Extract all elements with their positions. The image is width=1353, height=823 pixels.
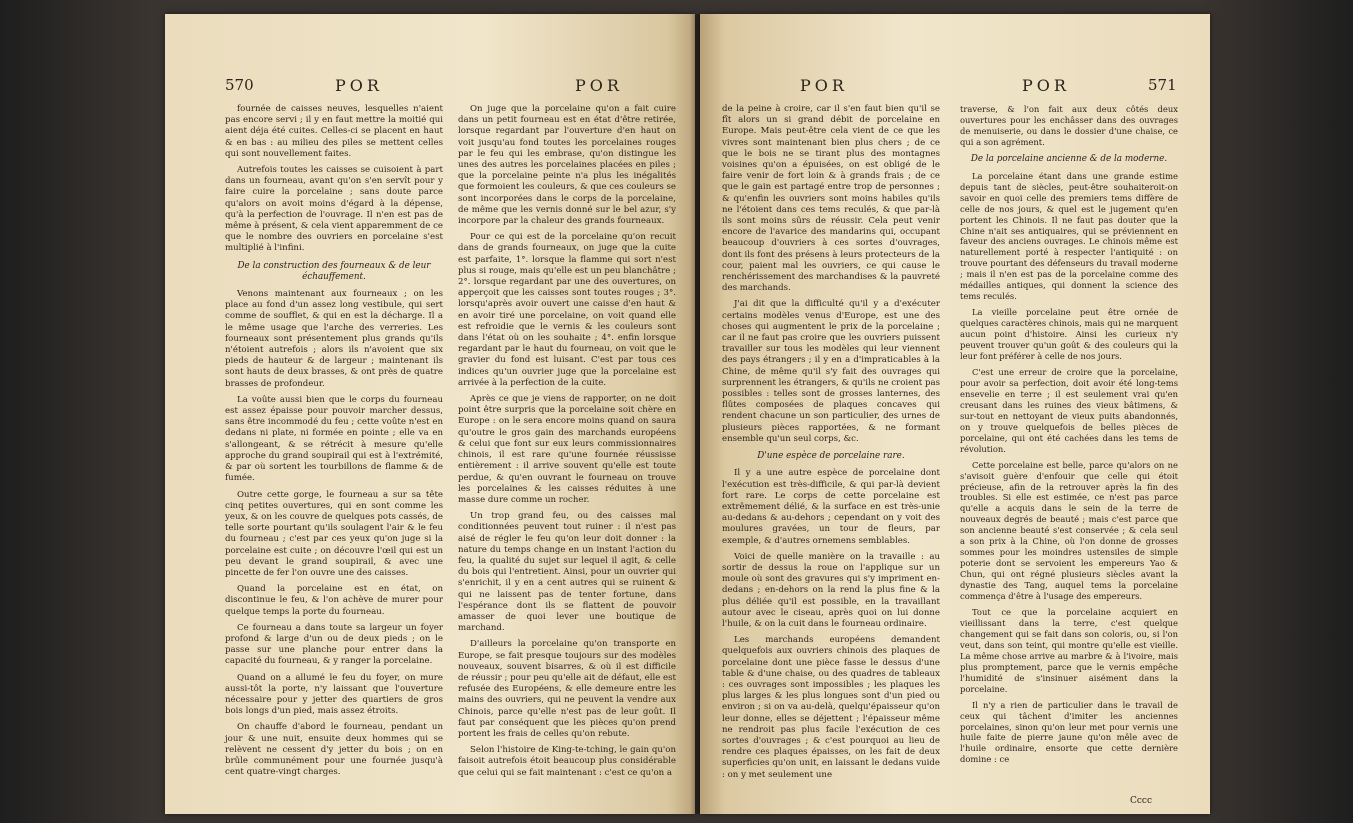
paragraph: D'ailleurs la porcelaine qu'on transporte en Europe, se fait presque toujours sur des modèles nouveaux, souvent bisarres, & où il est difficile de réussir ; pour peu qu'elle ait de défaut, elle est refusée des Européens, & elle demeure entre les mains des ouvriers, qui ne peuvent la vendre aux Chinois, parce qu'elle n'est pas de leur goût. Il faut par conséquent que les pièces qu'on prend portent les frais de celles qu'on rebute. bbox=[458, 639, 676, 739]
paragraph: Autrefois toutes les caisses se cuisoient à part dans un fourneau, avant qu'on s'en servît pour y faire cuire la porcelaine ; sans doute parce qu'alors on avoit moins d'égard à la dépense, qu'à la perfection de l'ouvrage. Il n'en est pas de même à présent, & cela vient apparemment de ce que le nombre des ouvriers en porcelaine s'est multiplié à l'infini. bbox=[225, 165, 443, 254]
paragraph: Tout ce que la porcelaine acquiert en vieillissant dans la terre, c'est quelque changement qui se fait dans son coloris, ou, si l'on veut, dans son teint, qui montre qu'elle est vieille. La même chose arrive au marbre & à l'ivoire, mais plus promptement, parce que le vernis empêche l'humidité de s'insinuer aisément dans la porcelaine. bbox=[960, 606, 1178, 694]
paragraph: Selon l'histoire de King-te-tching, le gain qu'on faisoit autrefois étoit beaucoup plus considérable que celui qui se fait maintenant : c'est ce qu'on a bbox=[458, 745, 676, 778]
running-head: POR bbox=[335, 76, 383, 95]
paragraph: traverse, & l'on fait aux deux côtés deux ouvertures pour les enchâsser dans des ouvrages de menuiserie, ou dans le dossier d'une chaise, ce qui a son agrément. bbox=[960, 104, 1178, 147]
left-column-1 bbox=[225, 104, 443, 783]
paragraph: Les marchands européens demandent quelquefois aux ouvriers chinois des plaques de porcelaine dont une pièce fasse le dessus d'une table & d'une chaise, ou des quadres de tableaux : ces ouvrages sont impossibles ; les plaques les plus larges & les plus longues sont d'un pied ou environ ; si on va au-delà, quelqu'épaisseur qu'on leur donne, elles se déjettent ; l'épaisseur même ne rendroit pas plus facile l'exécution de ces sortes d'ouvrages ; & c'est pourquoi au lieu de rendre ces plaques épaisses, on les fait de deux superficies qu'on unit, en laissant le dedans vuide : on y met seulement une bbox=[722, 635, 940, 780]
paragraph: Il y a une autre espèce de porcelaine dont l'exécution est très-difficile, & qui par-là devient fort rare. Le corps de cette porcelaine est extrêmement délié, & la surface en est très-unie au-dedans & au-dehors ; cependant on y voit des moulures gravées, un tour de fleurs, par exemple, & d'autres ornemens semblables. bbox=[722, 468, 940, 546]
paragraph: La voûte aussi bien que le corps du fourneau est assez épaisse pour pouvoir marcher dessus, sans être incommodé du feu ; cette voûte n'est en dedans ni plate, ni formée en pointe ; elle va en s'allongeant, & se rétrécit à mesure qu'elle approche du grand soupirail qui est à l'extrémité, & par où sortent les tourbillons de flamme & de fumée. bbox=[225, 394, 443, 484]
right-column-2 bbox=[960, 104, 1178, 770]
paragraph: Outre cette gorge, le fourneau a sur sa tête cinq petites ouvertures, qui en sont comme les yeux, & on les couvre de quelques pots cassés, de telle sorte pourtant qu'ils soulagent l'air & le feu du fourneau ; c'est par ces yeux qu'on juge si la porcelaine est cuite ; on découvre l'œil qui est un peu devant le grand soupirail, & avec une pincette de fer l'on ouvre une des caisses. bbox=[225, 489, 443, 578]
right-column-1 bbox=[722, 104, 940, 786]
paragraph: Un trop grand feu, ou des caisses mal conditionnées peuvent tout ruiner : il n'est pas aisé de régler le feu qu'on leur doit donner : la nature du temps change en un instant l'action du feu, la qualité du sujet sur lequel il agit, & celle du bois qui l'entretient. Ainsi, pour un ouvrier qui s'enrichit, il y en a cent autres qui se ruinent & qui ne laissent pas de tenter fortune, dans l'espérance dont ils se flattent de pouvoir amasser de quoi lever une boutique de marchand. bbox=[458, 511, 676, 634]
right-page bbox=[700, 14, 1210, 814]
paragraph: On chauffe d'abord le fourneau, pendant un jour & une nuit, ensuite deux hommes qui se relèvent ne cessent d'y jetter du bois ; on en brûle communément pour une fournée jusqu'à cent quatre-vingt charges. bbox=[225, 722, 443, 778]
paragraph: Il n'y a rien de particulier dans le travail de ceux qui tâchent d'imiter les anciennes porcelaines, sinon qu'on leur met pour vernis une huile faite de pierre jaune qu'on mêle avec de l'huile ordinaire, ensorte que cette dernière domine : ce bbox=[960, 699, 1178, 765]
paragraph: Après ce que je viens de rapporter, on ne doit point être surpris que la porcelaine soit chère en Europe : on le sera encore moins quand on saura qu'outre le gros gain des marchands européens & celui que font sur eux leurs commissionnaires chinois, il est rare qu'une fournée réussisse entièrement : il arrive souvent qu'elle est toute perdue, & qu'en ouvrant le fourneau on trouve les porcelaines & les caisses réduites à une masse dure comme un rocher. bbox=[458, 394, 676, 505]
paragraph: Voici de quelle manière on la travaille : au sortir de dessus la roue on l'applique sur un moule où sont des gravures qui s'y impriment en-dedans ; en-dehors on la rend la plus fine & la plus déliée qu'il est possible, en la travaillant autour avec le ciseau, après quoi on lui donne l'huile, & on la cuit dans le fourneau ordinaire. bbox=[722, 551, 940, 629]
right-page-header bbox=[700, 76, 1210, 100]
paragraph: Venons maintenant aux fourneaux ; on les place au fond d'un assez long vestibule, qui sert comme de soufflet, & qui en est la décharge. Il a le même usage que l'arche des verreries. Les fourneaux sont présentement plus grands qu'ils n'étoient autrefois ; alors ils n'avoient que six pieds de hauteur & de largeur ; maintenant ils sont hauts de deux brasses, & ont près de quatre brasses de profondeur. bbox=[225, 289, 443, 389]
left-page bbox=[165, 14, 695, 814]
paragraph: La porcelaine étant dans une grande estime depuis tant de siècles, peut-être souhaiteroit-on savoir en quoi celle des premiers tems diffère de celle de nos jours, & quel est le jugement qu'en portent les Chinois. Il ne faut pas douter que la Chine n'ait ses antiquaires, qui se préviennent en faveur des anciens ouvrages. Le chinois même est naturellement porté à respecter l'antiquité : on trouve pourtant des défenseurs du travail moderne ; mais il n'en est pas de la porcelaine comme des médailles antiques, qui donnent la science des tems reculés. bbox=[960, 170, 1178, 302]
paragraph: C'est une erreur de croire que la porcelaine, pour avoir sa perfection, doit avoir été long-tems ensevelie en terre ; il est seulement vrai qu'en creusant dans les ruines des vieux bâtimens, & sur-tout en nettoyant de vieux puits abandonnés, on y trouve quelquefois de belles pièces de porcelaine, qui ont été cachées dans les tems de révolution. bbox=[960, 366, 1178, 454]
page-number: 570 bbox=[225, 76, 254, 94]
running-head-left: POR bbox=[800, 76, 848, 95]
paragraph: J'ai dit que la difficulté qu'il y a d'exécuter certains modèles venus d'Europe, est une des choses qui augmentent le prix de la porcelaine ; car il ne faut pas croire que les ouvriers puissent travailler sur tous les modèles qui leur viennent des pays étrangers ; il y en a d'impraticables à la Chine, de même qu'il s'y fait des ouvrages qui surprennent les étrangers, & qu'ils ne croient pas possibles : telles sont de grosses lanternes, des flûtes composées de plaques concaves qui rendent chacune un son particulier, des urnes de plusieurs pièces rapportées, & ne formant ensemble qu'un seul corps, &c. bbox=[722, 299, 940, 444]
paragraph: Cette porcelaine est belle, parce qu'alors on ne s'avisoit guère d'enfouir que celle qui étoit précieuse, afin de la retrouver après la fin des troubles. Si elle est estimée, ce n'est pas parce qu'elle a acquis dans le sein de la terre de nouveaux degrés de beauté ; mais c'est parce que son ancienne beauté s'est conservée ; & cela seul a son prix à la Chine, où l'on donne de grosses sommes pour les moindres ustensiles de simple poterie dont se servoient les empereurs Yao & Chun, qui ont régné plusieurs siècles avant la dynastie des Tang, auquel tems la porcelaine commença d'être à l'usage des empereurs. bbox=[960, 459, 1178, 602]
paragraph: Pour ce qui est de la porcelaine qu'on recuit dans de grands fourneaux, on juge que la cuite est parfaite, 1°. lorsque la flamme qui sort n'est plus si rouge, mais qu'elle est un peu blanchâtre ; 2°. lorsque regardant par une des ouvertures, on apperçoit que les caisses sont toutes rouges ; 3°. lorsqu'après avoir ouvert une caisse d'en haut & en avoir tiré une porcelaine, on voit quand elle est refroidie que le vernis & les couleurs sont dans l'état où on les souhaite ; 4°. enfin lorsque regardant par le haut du fourneau, on voit que le gravier du fond est luisant. C'est par tous ces indices qu'un ouvrier juge que la porcelaine est arrivée à la perfection de la cuite. bbox=[458, 232, 676, 388]
left-column-2 bbox=[458, 104, 676, 784]
page-number: 571 bbox=[1148, 76, 1177, 94]
running-head-center: POR bbox=[575, 76, 623, 95]
paragraph: de la peine à croire, car il s'en faut bien qu'il se fît alors un si grand débit de porcelaine en Europe. Mais peut-être cela vient de ce que les vivres sont maintenant bien plus chers ; de ce que le bois ne se tirant plus des montagnes voisines qu'on a épuisées, on est obligé de le faire venir de fort loin & à grands frais ; de ce que le gain est partagé entre trop de personnes ; & qu'enfin les ouvriers sont moins habiles qu'ils ne l'étoient dans ces tems reculés, & que par-là ils sont moins sûrs de réussir. Cela peut venir encore de l'avarice des mandarins qui, occupant beaucoup d'ouvriers à ces sortes d'ouvrages, dont ils font des présens à leurs protecteurs de la cour, paient mal les ouvriers, ce qui cause le renchérissement des marchandises & la pauvreté des marchands. bbox=[722, 104, 940, 294]
running-head: POR bbox=[1022, 76, 1070, 95]
paragraph: Ce fourneau a dans toute sa largeur un foyer profond & large d'un ou de deux pieds ; on le passe sur une planche pour entrer dans la capacité du fourneau, & y ranger la porcelaine. bbox=[225, 622, 443, 667]
signature-mark: Cccc bbox=[1130, 796, 1153, 806]
paragraph: Quand la porcelaine est en état, on discontinue le feu, & l'on achève de murer pour quelque temps la porte du fourneau. bbox=[225, 584, 443, 617]
paragraph: On juge que la porcelaine qu'on a fait cuire dans un petit fourneau est en état d'être retirée, lorsque regardant par l'ouverture d'en haut on voit jusqu'au fond toutes les porcelaines rouges par le feu qui les embrase, qu'on distingue les unes des autres les porcelaines placées en piles ; que la porcelaine peinte n'a plus les inégalités que formoient les couleurs, & que ces couleurs se sont incorporées dans le corps de la porcelaine, de même que les vernis donné sur le bel azur, s'y incorpore par la chaleur des grands fourneaux. bbox=[458, 104, 676, 227]
section-heading: De la construction des fourneaux & de leur échauffement. bbox=[237, 260, 431, 282]
section-heading: De la porcelaine ancienne & de la moderne. bbox=[970, 153, 1168, 164]
paragraph: La vieille porcelaine peut être ornée de quelques caractères chinois, mais qui ne marquent aucun point d'histoire. Ainsi les curieux n'y peuvent trouver qu'un goût & des couleurs qui la leur font préférer à celle de nos jours. bbox=[960, 307, 1178, 362]
paragraph: Quand on a allumé le feu du foyer, on mure aussi-tôt la porte, n'y laissant que l'ouverture nécessaire pour y jetter des quartiers de gros bois longs d'un pied, mais assez étroits. bbox=[225, 672, 443, 717]
left-page-header bbox=[165, 76, 695, 100]
paragraph: fournée de caisses neuves, lesquelles n'aient pas encore servi ; il y en faut mettre la moitié qui aient déja été cuites. Celles-ci se placent en haut & en bas : au milieu des piles se mettent celles qui sont nouvellement faites. bbox=[225, 104, 443, 159]
section-heading: D'une espèce de porcelaine rare. bbox=[757, 451, 905, 462]
